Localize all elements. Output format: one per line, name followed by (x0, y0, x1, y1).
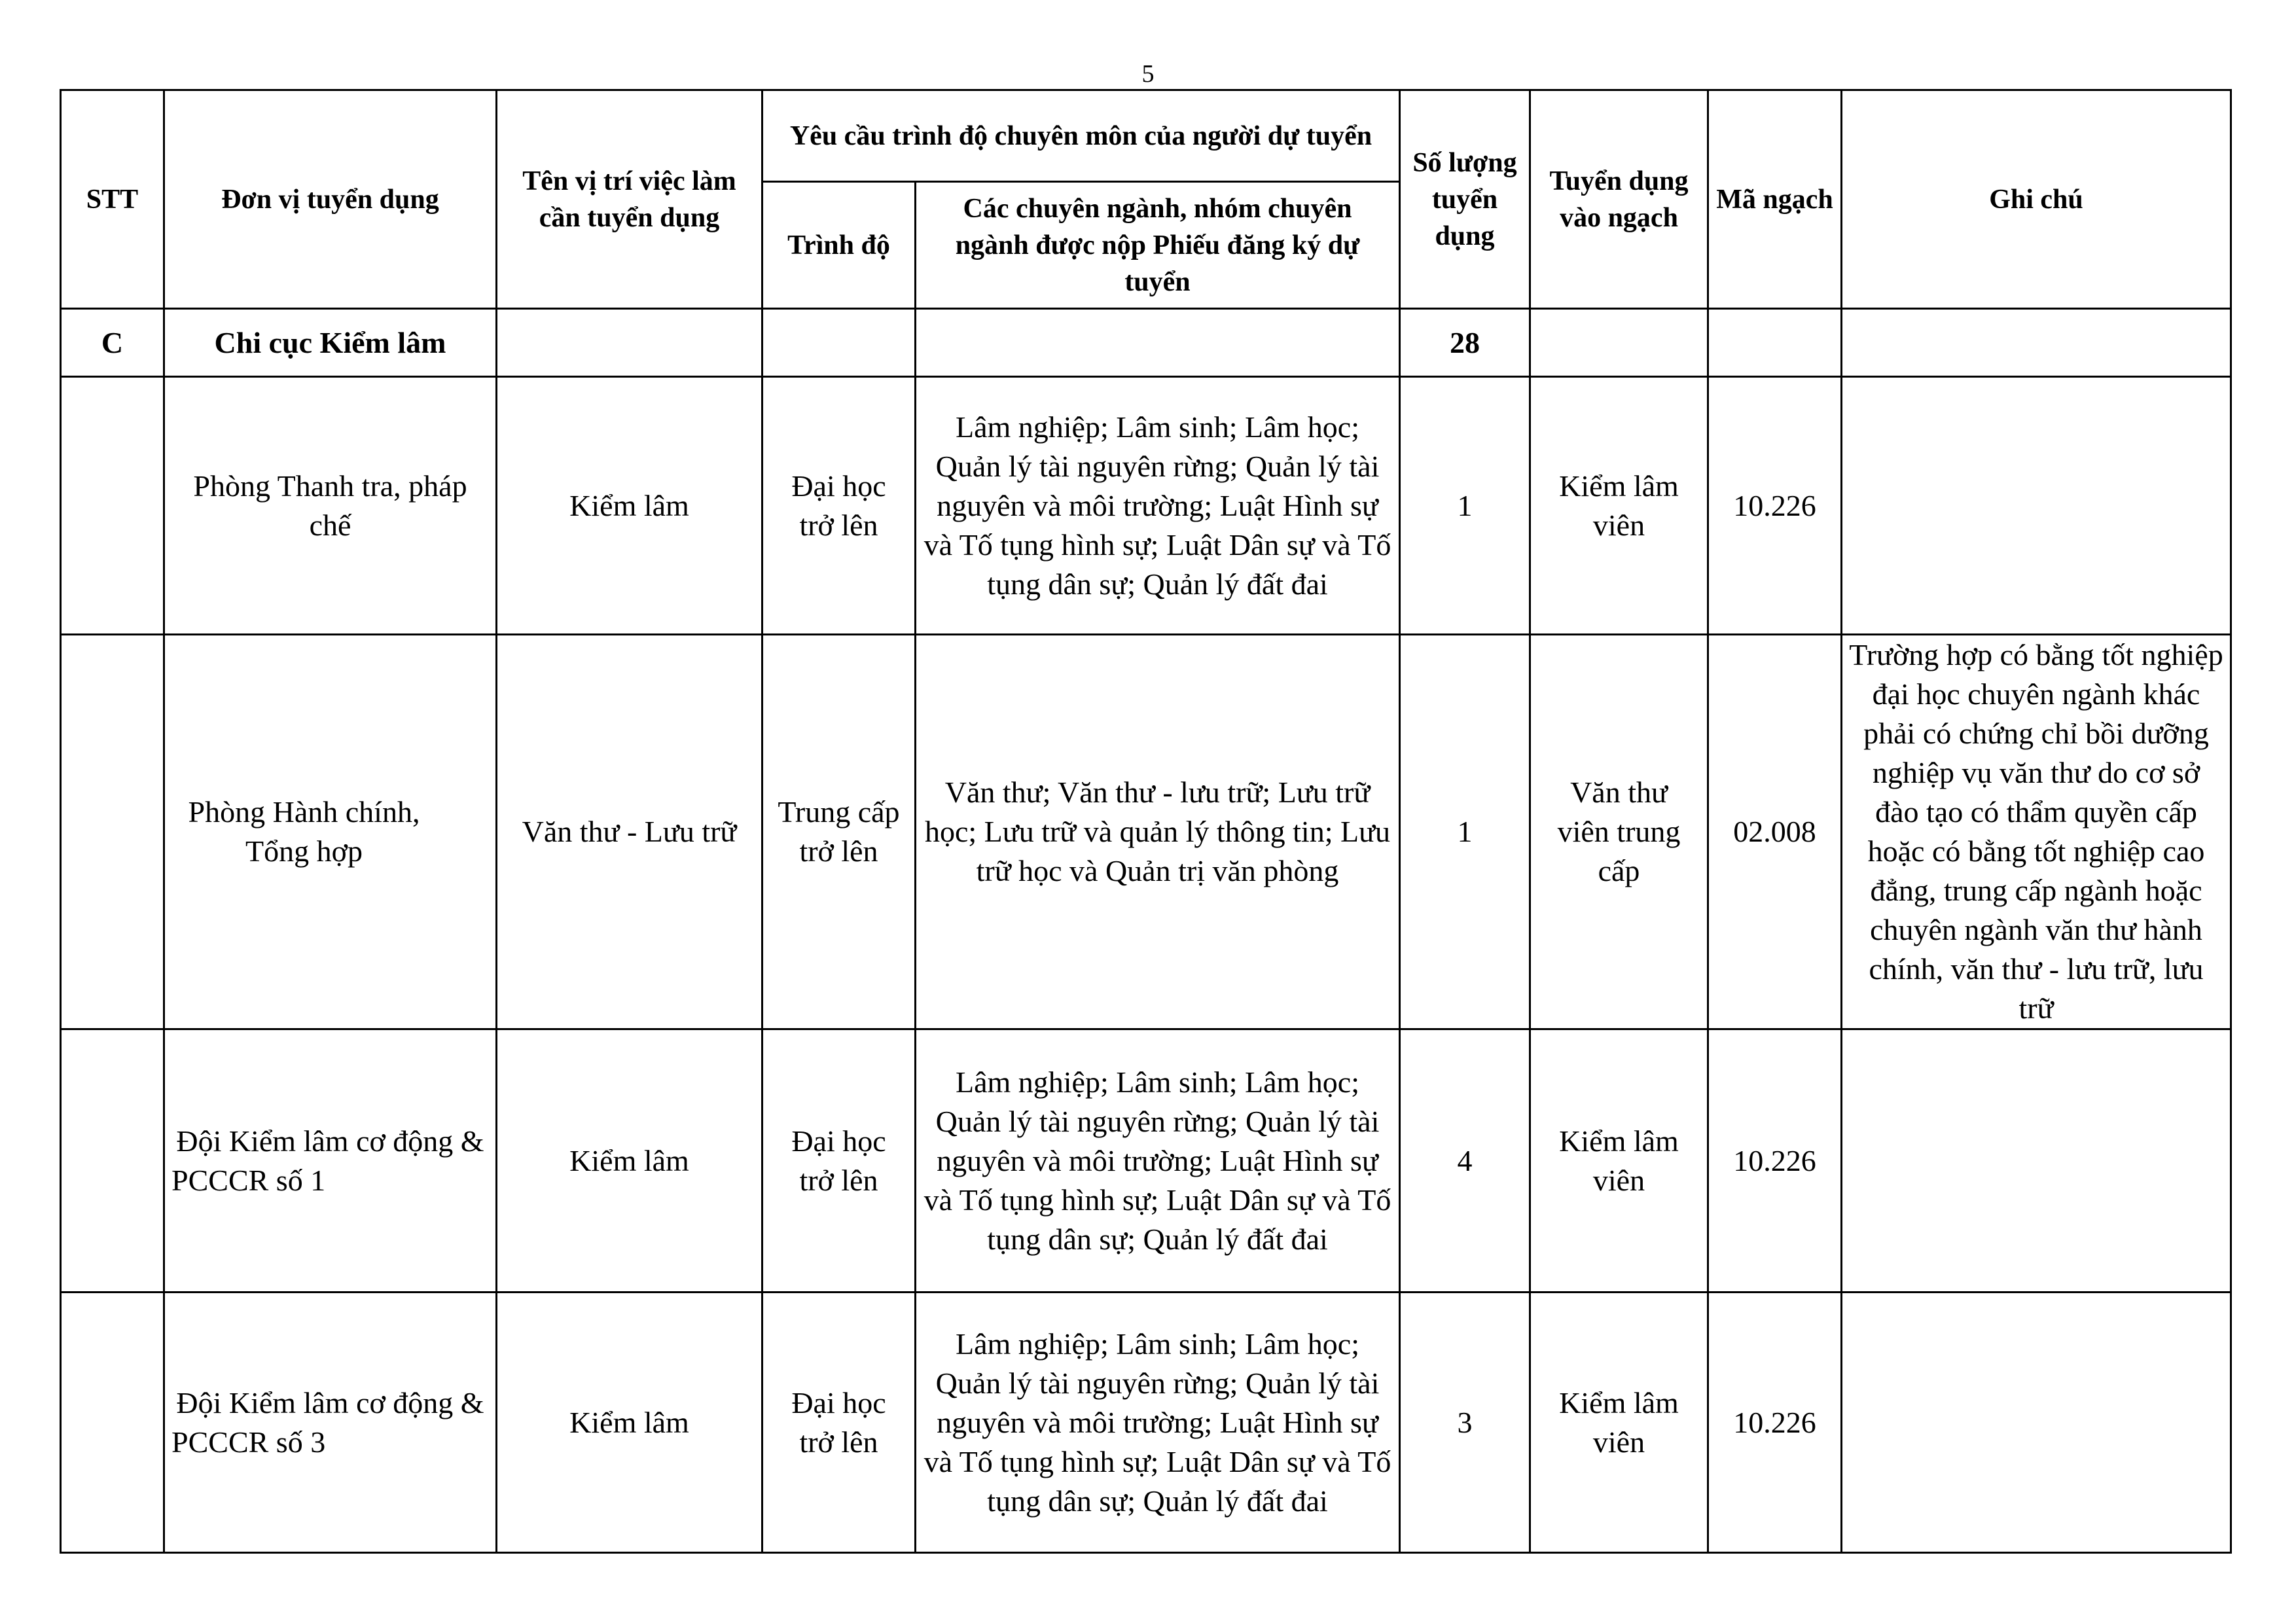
header-level: Trình độ (762, 182, 916, 309)
header-unit: Đơn vị tuyển dụng (164, 90, 497, 309)
section-empty-cell (1842, 309, 2231, 377)
header-row-top (61, 90, 2231, 182)
header-requirements: Yêu cầu trình độ chuyên môn của người dự tuyển (762, 90, 1400, 182)
row-unit: Phòng Hành chính, Tổng hợp (164, 635, 497, 1029)
row-note (1842, 1293, 2231, 1553)
row-majors: Lâm nghiệp; Lâm sinh; Lâm học; Quản lý tài nguyên rừng; Quản lý tài nguyên và môi trường; Luật Hình sự và Tố tụng hình sự; Luật Dân sự và Tố tụng dân sự; Quản lý đất đai (916, 1029, 1400, 1293)
row-position: Kiểm lâm (497, 377, 762, 635)
section-empty-cell (762, 309, 916, 377)
section-stt: C (61, 309, 164, 377)
header-stt: STT (61, 90, 164, 309)
row-stt (61, 377, 164, 635)
page-number: 5 (1141, 60, 1155, 88)
table-row (61, 635, 2231, 1029)
header-majors: Các chuyên ngành, nhóm chuyên ngành được nộp Phiếu đăng ký dự tuyển (916, 182, 1400, 309)
row-quantity: 1 (1400, 635, 1530, 1029)
row-stt (61, 1029, 164, 1293)
section-empty-cell (1708, 309, 1842, 377)
row-grade: Kiểm lâm viên (1530, 1029, 1708, 1293)
row-majors: Văn thư; Văn thư - lưu trữ; Lưu trữ học; Lưu trữ và quản lý thông tin; Lưu trữ học và Quản trị văn phòng (916, 635, 1400, 1029)
row-note (1842, 377, 2231, 635)
table-row (61, 1029, 2231, 1293)
section-empty-cell (1530, 309, 1708, 377)
row-code: 10.226 (1708, 377, 1842, 635)
row-stt (61, 635, 164, 1029)
row-level: Đại học trở lên (762, 1029, 916, 1293)
recruitment-table (60, 89, 2232, 1554)
row-majors: Lâm nghiệp; Lâm sinh; Lâm học; Quản lý tài nguyên rừng; Quản lý tài nguyên và môi trường; Luật Hình sự và Tố tụng hình sự; Luật Dân sự và Tố tụng dân sự; Quản lý đất đai (916, 377, 1400, 635)
row-majors: Lâm nghiệp; Lâm sinh; Lâm học; Quản lý tài nguyên rừng; Quản lý tài nguyên và môi trường; Luật Hình sự và Tố tụng hình sự; Luật Dân sự và Tố tụng dân sự; Quản lý đất đai (916, 1293, 1400, 1553)
row-level: Đại học trở lên (762, 377, 916, 635)
row-grade: Văn thư viên trung cấp (1530, 635, 1708, 1029)
header-note: Ghi chú (1842, 90, 2231, 309)
row-grade: Kiểm lâm viên (1530, 377, 1708, 635)
header-quantity: Số lượng tuyển dụng (1400, 90, 1530, 309)
row-position: Văn thư - Lưu trữ (497, 635, 762, 1029)
row-position: Kiểm lâm (497, 1029, 762, 1293)
table-row (61, 1293, 2231, 1553)
section-row (61, 309, 2231, 377)
row-quantity: 4 (1400, 1029, 1530, 1293)
row-unit: Đội Kiểm lâm cơ động & PCCCR số 1 (164, 1029, 497, 1293)
row-stt (61, 1293, 164, 1553)
row-code: 10.226 (1708, 1293, 1842, 1553)
section-empty-cell (497, 309, 762, 377)
row-code: 02.008 (1708, 635, 1842, 1029)
row-unit: Đội Kiểm lâm cơ động & PCCCR số 3 (164, 1293, 497, 1553)
row-note: Trường hợp có bằng tốt nghiệp đại học chuyên ngành khác phải có chứng chỉ bồi dưỡng nghiệp vụ văn thư do cơ sở đào tạo có thẩm quyền cấp hoặc có bằng tốt nghiệp cao đẳng, trung cấp ngành hoặc chuyên ngành văn thư hành chính, văn thư - lưu trữ, lưu trữ (1842, 635, 2231, 1029)
row-grade: Kiểm lâm viên (1530, 1293, 1708, 1553)
row-quantity: 3 (1400, 1293, 1530, 1553)
row-quantity: 1 (1400, 377, 1530, 635)
section-quantity: 28 (1400, 309, 1530, 377)
row-unit: Phòng Thanh tra, pháp chế (164, 377, 497, 635)
header-grade: Tuyển dụng vào ngạch (1530, 90, 1708, 309)
row-position: Kiểm lâm (497, 1293, 762, 1553)
table-row (61, 377, 2231, 635)
row-code: 10.226 (1708, 1029, 1842, 1293)
row-level: Đại học trở lên (762, 1293, 916, 1553)
row-level: Trung cấp trở lên (762, 635, 916, 1029)
section-empty-cell (916, 309, 1400, 377)
header-position: Tên vị trí việc làm cần tuyển dụng (497, 90, 762, 309)
section-name: Chi cục Kiểm lâm (164, 309, 497, 377)
header-code: Mã ngạch (1708, 90, 1842, 309)
row-note (1842, 1029, 2231, 1293)
